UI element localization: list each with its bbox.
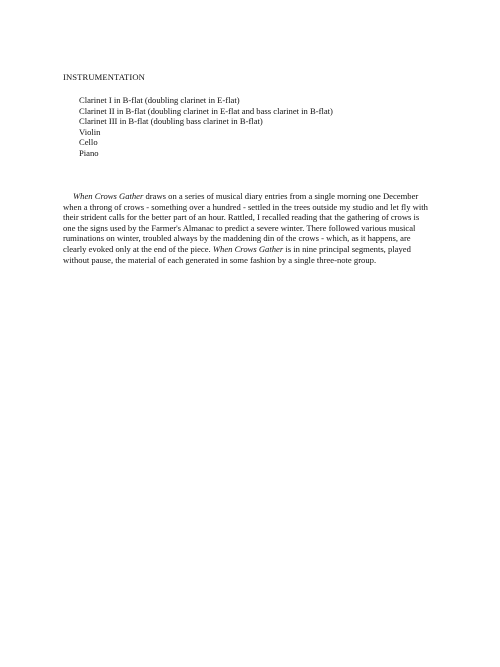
instrument-clarinet-3: Clarinet III in B-flat (doubling bass clarinet in B-flat) <box>79 116 263 127</box>
piece-title: When Crows Gather <box>73 191 144 201</box>
program-note-line-4: one the signs used by the Farmer's Almanac to predict a severe winter. There followed various musical <box>63 222 416 233</box>
program-note-text: clearly evoked only at the end of the piece. <box>63 243 213 254</box>
program-note-line-6 <box>63 244 443 255</box>
program-note-line-5: ruminations on winter, troubled always by the maddening din of the crows - which, as it happens, are <box>63 233 411 244</box>
program-note-text: draws on a series of musical diary entries from a single morning one December <box>143 191 419 201</box>
piece-title: When Crows Gather <box>212 243 284 254</box>
instrument-cello: Cello <box>79 137 98 148</box>
instrument-piano: Piano <box>79 147 99 158</box>
instrument-clarinet-1: Clarinet I in B-flat (doubling clarinet in E-flat) <box>79 95 240 105</box>
instrumentation-heading: INSTRUMENTATION <box>63 72 145 82</box>
program-note-line-7: without pause, the material of each generated in some fashion by a single three-note group. <box>63 254 377 265</box>
program-note <box>63 191 443 265</box>
program-note-line-2: when a throng of crows - something over a hundred - settled in the trees outside my studio and let fly with <box>63 201 428 212</box>
instrument-violin: Violin <box>79 126 101 137</box>
instrument-list <box>79 95 333 159</box>
program-note-line-1 <box>63 191 443 202</box>
program-note-line-3: their strident calls for the better part of an hour. Rattled, I recalled reading that the gathering of crows is <box>63 212 420 223</box>
program-note-text: is in nine principal segments, played <box>283 243 411 254</box>
instrument-clarinet-2: Clarinet II in B-flat (doubling clarinet in E-flat and bass clarinet in B-flat) <box>79 105 333 116</box>
